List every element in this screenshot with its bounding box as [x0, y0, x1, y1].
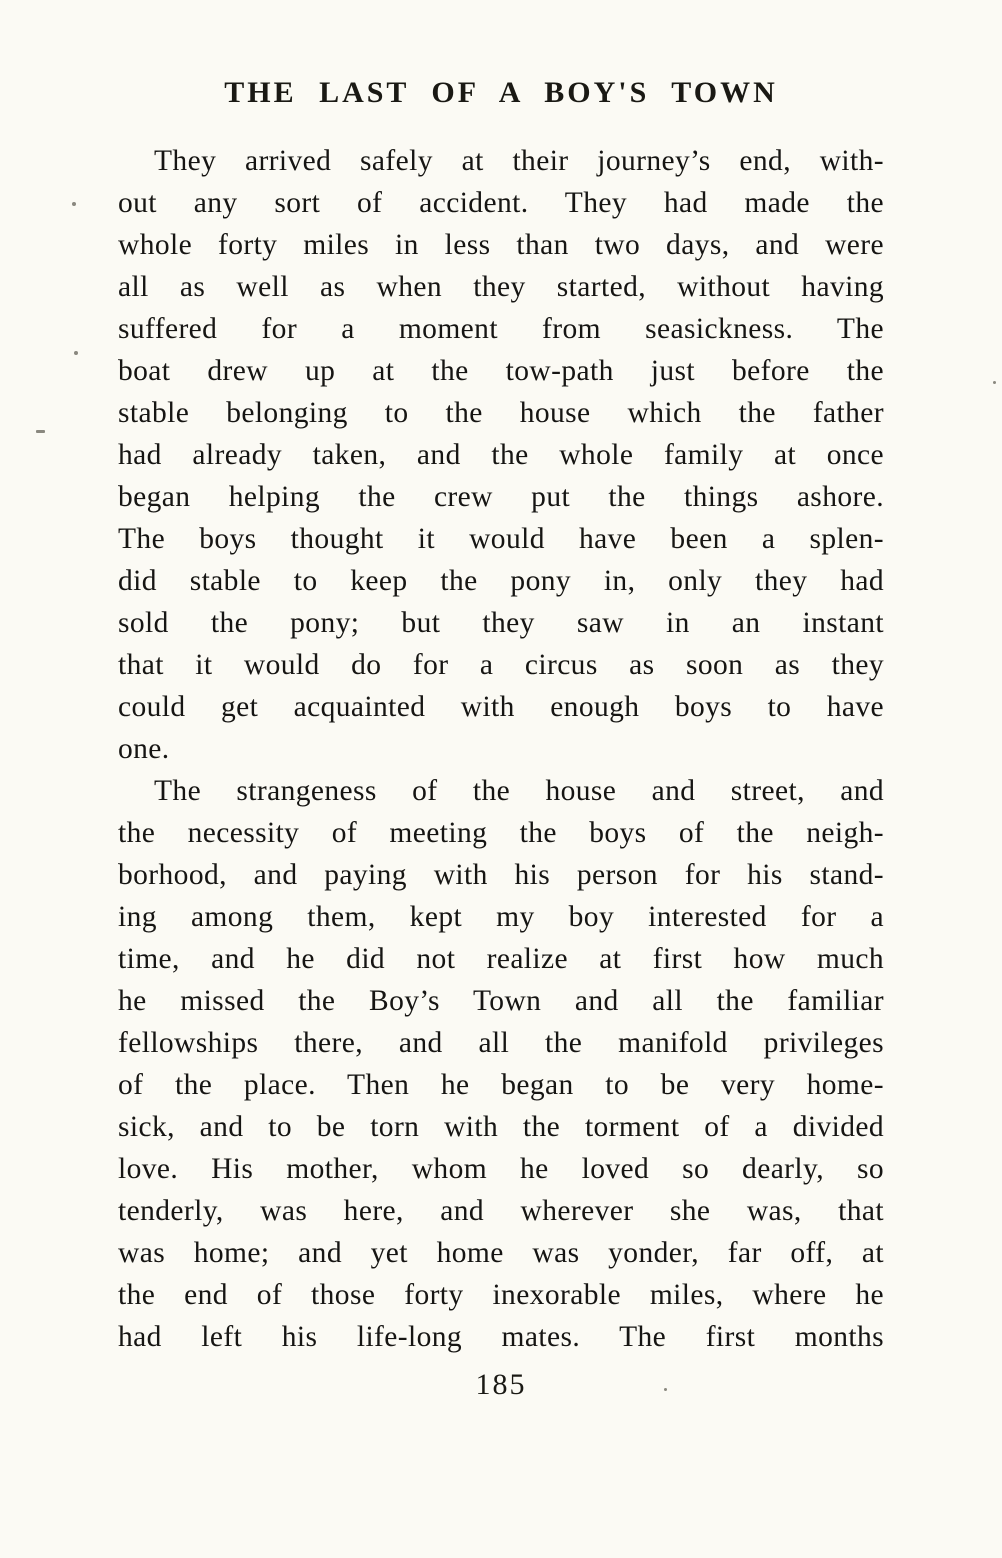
text-line: the end of those forty inexorable miles, where he [118, 1279, 884, 1311]
scan-speck [74, 351, 78, 355]
text-line: could get acquainted with enough boys to have [118, 691, 884, 723]
text-line: borhood, and paying with his person for his stand- [118, 859, 884, 891]
page-header: THE LAST OF A BOY'S TOWN [224, 76, 778, 109]
text-line: fellowships there, and all the manifold privileges [118, 1027, 884, 1059]
text-line: sold the pony; but they saw in an instant [118, 607, 884, 639]
page-body [118, 140, 884, 1358]
text-line: the necessity of meeting the boys of the neigh- [118, 817, 884, 849]
text-line: one. [118, 733, 170, 765]
text-line: had already taken, and the whole family at once [118, 439, 884, 471]
text-line: had left his life-long mates. The first months [118, 1321, 884, 1353]
text-line: he missed the Boy’s Town and all the familiar [118, 985, 884, 1017]
paragraph [118, 140, 884, 770]
scan-speck [36, 430, 45, 433]
scan-speck [72, 202, 76, 206]
scan-speck [993, 381, 996, 384]
text-line: sick, and to be torn with the torment of a divided [118, 1111, 884, 1143]
text-line: love. His mother, whom he loved so dearly, so [118, 1153, 884, 1185]
text-line: ing among them, kept my boy interested for a [118, 901, 884, 933]
text-line: tenderly, was here, and wherever she was, that [118, 1195, 884, 1227]
text-line: The strangeness of the house and street, and [154, 775, 884, 807]
text-line: time, and he did not realize at first how much [118, 943, 884, 975]
text-line: suffered for a moment from seasickness. The [118, 313, 884, 345]
text-line: out any sort of accident. They had made the [118, 187, 884, 219]
page-number: 185 [475, 1368, 527, 1401]
text-line: did stable to keep the pony in, only they had [118, 565, 884, 597]
text-line: boat drew up at the tow-path just before the [118, 355, 884, 387]
text-line: was home; and yet home was yonder, far off, at [118, 1237, 884, 1269]
paragraph [118, 770, 884, 1358]
text-line: of the place. Then he began to be very home- [118, 1069, 884, 1101]
text-line: began helping the crew put the things ashore. [118, 481, 884, 513]
text-line: They arrived safely at their journey’s end, with- [154, 145, 884, 177]
scan-speck [664, 1388, 667, 1391]
text-line: all as well as when they started, without having [118, 271, 884, 303]
text-line: The boys thought it would have been a splen- [118, 523, 884, 555]
text-line: that it would do for a circus as soon as they [118, 649, 884, 681]
text-line: whole forty miles in less than two days, and were [118, 229, 884, 261]
text-line: stable belonging to the house which the father [118, 397, 884, 429]
